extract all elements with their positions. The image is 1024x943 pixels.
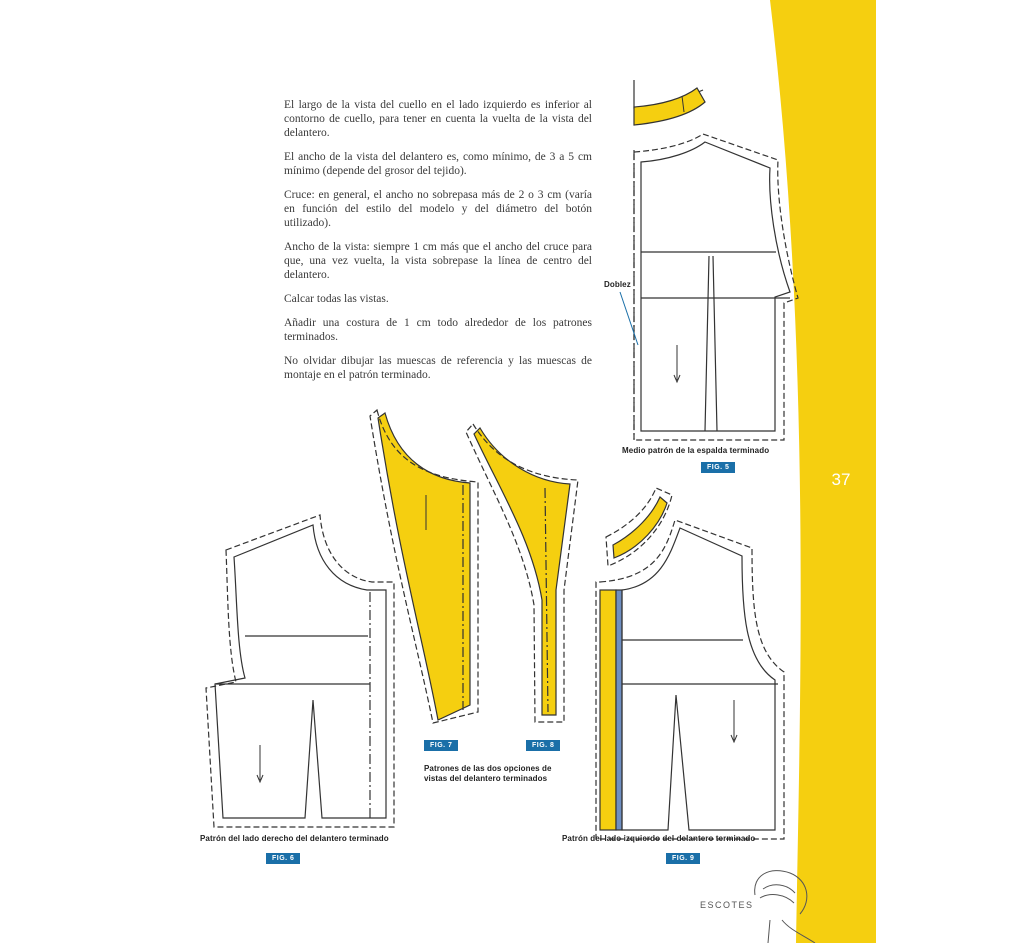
paragraph: El largo de la vista del cuello en el lado izquierdo es inferior al contorno de cuello, para tener en cuenta la vuelta de la vista del delantero. bbox=[284, 99, 592, 139]
body-text bbox=[284, 98, 592, 392]
fig6-caption: Patrón del lado derecho del delantero terminado bbox=[200, 834, 389, 843]
fig6-right-front-pattern bbox=[206, 515, 394, 827]
page-number: 37 bbox=[831, 470, 851, 489]
paragraph: Calcar todas las vistas. bbox=[284, 293, 389, 305]
fig5-caption: Medio patrón de la espalda terminado bbox=[622, 446, 770, 455]
fig5-label: FIG. 5 bbox=[701, 462, 735, 473]
footer-section-title: ESCOTES bbox=[700, 900, 754, 910]
paragraph: Añadir una costura de 1 cm todo alrededor de los patrones terminados. bbox=[284, 317, 592, 343]
paragraph: No olvidar dibujar las muescas de referencia y las muescas de montaje en el patrón terminado. bbox=[284, 355, 592, 381]
paragraph: El ancho de la vista del delantero es, como mínimo, de 3 a 5 cm mínimo (depende del grosor del tejido). bbox=[284, 151, 592, 177]
fig9-caption: Patrón del lado izquierdo del delantero terminado bbox=[562, 834, 756, 843]
fig78-caption-line2: vistas del delantero terminados bbox=[424, 774, 548, 783]
fig5-fold-label: Doblez bbox=[604, 280, 631, 289]
paragraph: Cruce: en general, el ancho no sobrepasa más de 2 o 3 cm (varía en función del estilo del modelo y del diámetro del botón utilizado). bbox=[284, 189, 592, 229]
fig9-left-front-pattern bbox=[596, 488, 784, 839]
fig8-label: FIG. 8 bbox=[526, 740, 560, 751]
fig6-label: FIG. 6 bbox=[266, 853, 300, 864]
fig78-caption-line1: Patrones de las dos opciones de bbox=[424, 764, 552, 773]
fig5-fold-pointer bbox=[620, 292, 638, 345]
fig9-label: FIG. 9 bbox=[666, 853, 700, 864]
fig7-label: FIG. 7 bbox=[424, 740, 458, 751]
fig5-back-pattern bbox=[634, 80, 798, 440]
yellow-margin-band bbox=[770, 0, 876, 943]
fig8-facing-pattern bbox=[466, 424, 578, 722]
paragraph: Ancho de la vista: siempre 1 cm más que el ancho del cruce para que, una vez vuelta, la vista sobrepase la línea de centro del delantero. bbox=[284, 241, 592, 281]
